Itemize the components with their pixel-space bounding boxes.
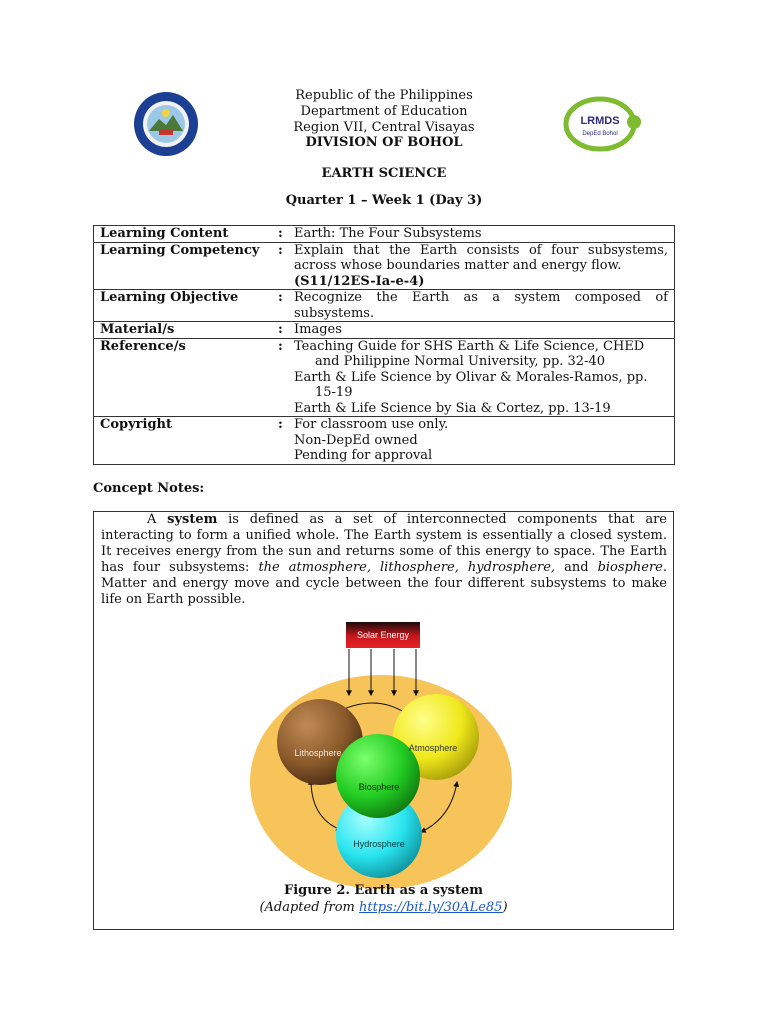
competency-text: Explain that the Earth consists of four subsystems, across whose boundaries matter and energy flow. [294,242,668,273]
table-row [94,242,675,290]
row-value: Earth: The Four Subsystems [294,226,482,241]
row-colon: : [278,242,283,258]
quarter-week-title: Quarter 1 – Week 1 (Day 3) [285,193,483,208]
lrmds-logo-text: LRMDS [580,115,620,127]
biosphere-label: Biosphere [358,782,400,792]
row-colon: : [278,322,283,337]
row-value: Recognize the Earth as a system composed of subsystems. [294,290,668,321]
copyright-line: Pending for approval [294,448,433,463]
row-value: Images [294,322,342,337]
header-republic: Republic of the Philippines [295,88,473,103]
table-row [94,322,675,339]
header-region: Region VII, Central Visayas [293,120,475,135]
reference-item: Teaching Guide for SHS Earth & Life Science, CHED and Philippine Normal University, pp. 32-40 [294,338,645,369]
hydrosphere-label: Hydrosphere [353,839,405,849]
row-colon: : [278,226,283,241]
row-colon: : [278,417,283,432]
competency-code: (S11/12ES-Ia-e-4) [294,273,425,289]
para-text: and [555,560,598,575]
copyright-line: For classroom use only. [294,417,449,432]
para-subsystems: the atmosphere, lithosphere, hydrosphere, [258,560,556,575]
reference-item: Earth & Life Science by Sia & Cortez, pp. 13-19 [294,400,611,416]
row-label: Reference/s [100,338,186,354]
row-label: Learning Objective [100,290,239,305]
copyright-line: Non-DepEd owned [294,432,418,448]
biosphere-sphere [336,734,420,818]
row-colon: : [278,290,283,305]
concept-notes-title: Concept Notes: [93,481,205,496]
lesson-info-table [93,225,675,465]
row-label: Learning Content [100,226,229,241]
reference-item: Earth & Life Science by Olivar & Morales-Ramos, pp. 15-19 [294,369,648,400]
source-suffix: ) [502,900,508,915]
header-division: DIVISION OF BOHOL [305,135,463,150]
para-biosphere: biosphere [597,560,663,575]
table-row [94,417,675,465]
concept-notes-box [93,511,674,930]
row-value [288,417,675,465]
header-department: Department of Education [300,104,468,119]
para-term-system: system [167,512,218,527]
table-row [94,338,675,417]
concept-paragraph [101,512,667,608]
row-colon: : [278,338,283,354]
para-text: . Matter and energy move and cycle between the four different subsystems to make life on Earth possible. [101,560,667,607]
solar-energy-label: Solar Energy [356,630,410,640]
table-row [94,226,675,243]
row-label: Copyright [100,417,172,432]
para-text: is defined as a set of interconnected components that are interacting to form a unified whole. The Earth system is essentially a closed system. It receives energy from the sun and returns some of this energy to space. The Earth has four subsystems: [101,512,667,575]
table-row [94,290,675,322]
para-text: A [147,512,168,527]
source-prefix: (Adapted from [259,900,359,915]
source-link[interactable]: https://bit.ly/30ALe85 [358,900,503,915]
figure-caption: Figure 2. Earth as a system [283,883,484,898]
row-label: Material/s [100,322,175,337]
atmosphere-label: Atmosphere [408,743,458,753]
row-label: Learning Competency [100,242,260,258]
earth-system-figure [249,622,513,890]
row-value [288,242,675,290]
lithosphere-label: Lithosphere [294,748,342,758]
subject-title: EARTH SCIENCE [321,166,447,181]
lrmds-logo-subtext: DepEd Bohol [582,131,618,137]
figure-source [94,900,673,915]
row-value [288,338,675,417]
